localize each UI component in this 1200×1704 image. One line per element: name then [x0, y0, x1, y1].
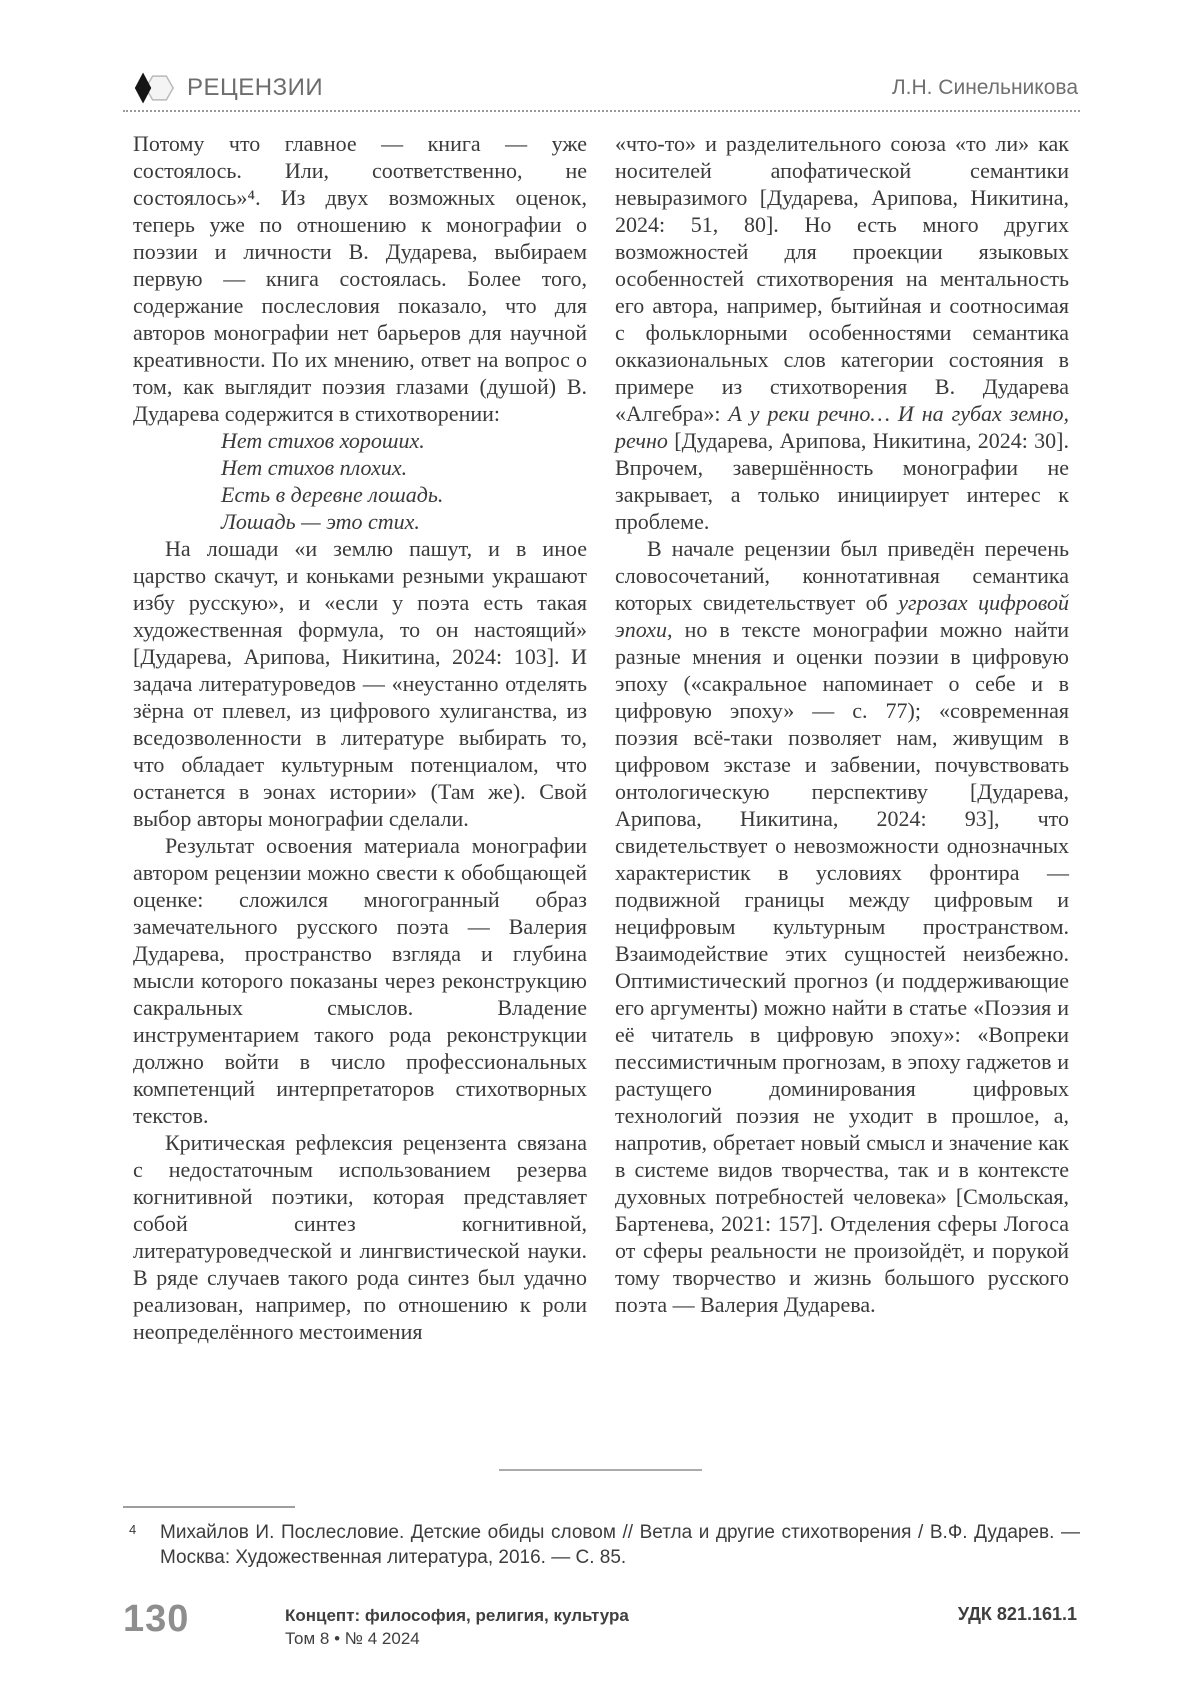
poem-line: Есть в деревне лошадь. — [221, 482, 444, 507]
paragraph — [615, 130, 1069, 535]
poem-line: Лошадь — это стих. — [221, 509, 420, 534]
italic-text-run: угрозах цифровой эпохи, — [615, 590, 1069, 642]
text-run: Критическая рефлексия рецензента связана с недостаточным использованием резерва когнитивной поэтики, которая представляет собой синтез когнитивной, литературоведческой и лингвистической науки. В ряде случаев такого рода синтез был удачно реализован, например, по отношению к роли неопределённого местоимения — [133, 1130, 587, 1344]
paragraph — [133, 130, 587, 427]
journal-issue: Том 8 • № 4 2024 — [285, 1629, 420, 1648]
text-run: «что-то» и разделительного союза «то ли» как носителей апофатической семантики невыразимого [Дударева, Арипова, Никитина, 2024: 51, 80]. Но есть много других возможностей для проекции языковых особенностей стихотворения на ментальность его автора, например, бытийная и соотносимая с фольклорными особенностями семантика окказиональных слов категории состояния в примере из стихотворения В. Дударева «Алгебра»: — [615, 131, 1069, 426]
left-column — [133, 130, 587, 1345]
article-body — [133, 130, 1069, 1345]
footnote-marker: 4 — [129, 1522, 137, 1537]
paragraph — [615, 535, 1069, 1318]
header-divider — [123, 110, 1080, 112]
paragraph — [133, 832, 587, 1129]
text-run: Результат освоения материала монографии автором рецензии можно свести к обобщающей оценке: сложился многогранный образ замечательного русского поэта — Валерия Дударева, пространство взгляда и глубина мысли которого показаны через реконструкцию сакральных смыслов. Владение инструментарием такого рода реконструкции должно войти в число профессиональных компетенций интерпретаторов стихотворных текстов. — [133, 833, 587, 1128]
diamond-hexagon-logo-icon — [133, 69, 175, 107]
journal-info — [285, 1604, 629, 1650]
text-run: На лошади «и землю пашут, и в иное царство скачут, и коньками резными украшают избу русскую», и «если у поэта есть такая художественная формула, то он настоящий» [Дударева, Арипова, Никитина, 2024: 103]. И задача литературоведов — «неустанно отделять зёрна от плевел, из цифрового хулиганства, из вседозволенности в литературе выбирать то, что обладает культурным потенциалом, что останется в эонах истории» (Там же). Свой выбор авторы монографии сделали. — [133, 536, 587, 831]
article-end-divider — [499, 1469, 702, 1471]
section-label: РЕЦЕНЗИИ — [187, 74, 324, 101]
udc-code: УДК 821.161.1 — [957, 1604, 1077, 1624]
journal-title: Концепт: философия, религия, культура — [285, 1606, 629, 1625]
page-footer — [123, 1598, 1077, 1658]
footnote-divider — [123, 1506, 295, 1508]
paragraph — [133, 535, 587, 832]
footnote-text: Михайлов И. Послесловие. Детские обиды словом // Ветла и другие стихотворения / В.Ф. Дударев. — Москва: Художественная литература, 2016. — С. 85. — [160, 1522, 1080, 1568]
text-run: Потому что главное — книга — уже состоялось. Или, соответственно, не состоялось»⁴. Из двух возможных оценок, теперь уже по отношению к монографии о поэзии и личности В. Дударева, выбираем первую — книга состоялась. Более того, содержание послесловия показало, что для авторов монографии нет барьеров для научной креативности. По их мнению, ответ на вопрос о том, как выглядит поэзия глазами (душой) В. Дударева содержится в стихотворении: — [133, 131, 587, 426]
footnote — [123, 1520, 1080, 1570]
text-run: В начале рецензии был приведён перечень словосочетаний, коннотативная семантика которых свидетельствует об — [615, 536, 1069, 615]
paragraph — [133, 1129, 587, 1345]
page-number: 130 — [123, 1598, 190, 1640]
poem-line: Нет стихов хороших. — [221, 428, 425, 453]
poem-line: Нет стихов плохих. — [221, 455, 408, 480]
right-column — [615, 130, 1069, 1345]
poem-quote — [221, 427, 587, 535]
page-header — [133, 68, 1078, 108]
text-run: но в тексте монографии можно найти разные мнения и оценки поэзии в цифровую эпоху («сакральное напоминает о себе и в цифровую эпоху» — с. 77); «современная поэзия всё-таки позволяет нам, живущим в цифровом экстазе и забвении, почувствовать онтологическую перспективу [Дударева, Арипова, Никитина, 2024: 93], что свидетельствует о невозможности однозначных характеристик в условиях фронтира — подвижной границы между цифровым и нецифровым культурным пространством. Взаимодействие этих сущностей неизбежно. Оптимистический прогноз (и поддерживающие его аргументы) можно найти в статье «Поэзия и её читатель в цифровую эпоху»: «Вопреки пессимистичным прогнозам, в эпоху гаджетов и растущего доминирования цифровых технологий поэзия не уходит в прошлое, а, напротив, обретает новый смысл и значение как в системе видов творчества, так и в контексте духовных потребностей человека» [Смольская, Бартенева, 2021: 157]. Отделения сферы Логоса от сферы реальности не произойдёт, и порукой тому творчество и жизнь большого русского поэта — Валерия Дударева. — [615, 617, 1069, 1317]
section-header — [133, 69, 323, 107]
italic-text-run: А у реки речно… И на губах земно, речно — [615, 401, 1069, 453]
running-head-author: Л.Н. Синельникова — [891, 76, 1078, 99]
text-run: [Дударева, Арипова, Никитина, 2024: 30]. Впрочем, завершённость монографии не закрывает, а только инициирует интерес к проблеме. — [615, 428, 1069, 534]
